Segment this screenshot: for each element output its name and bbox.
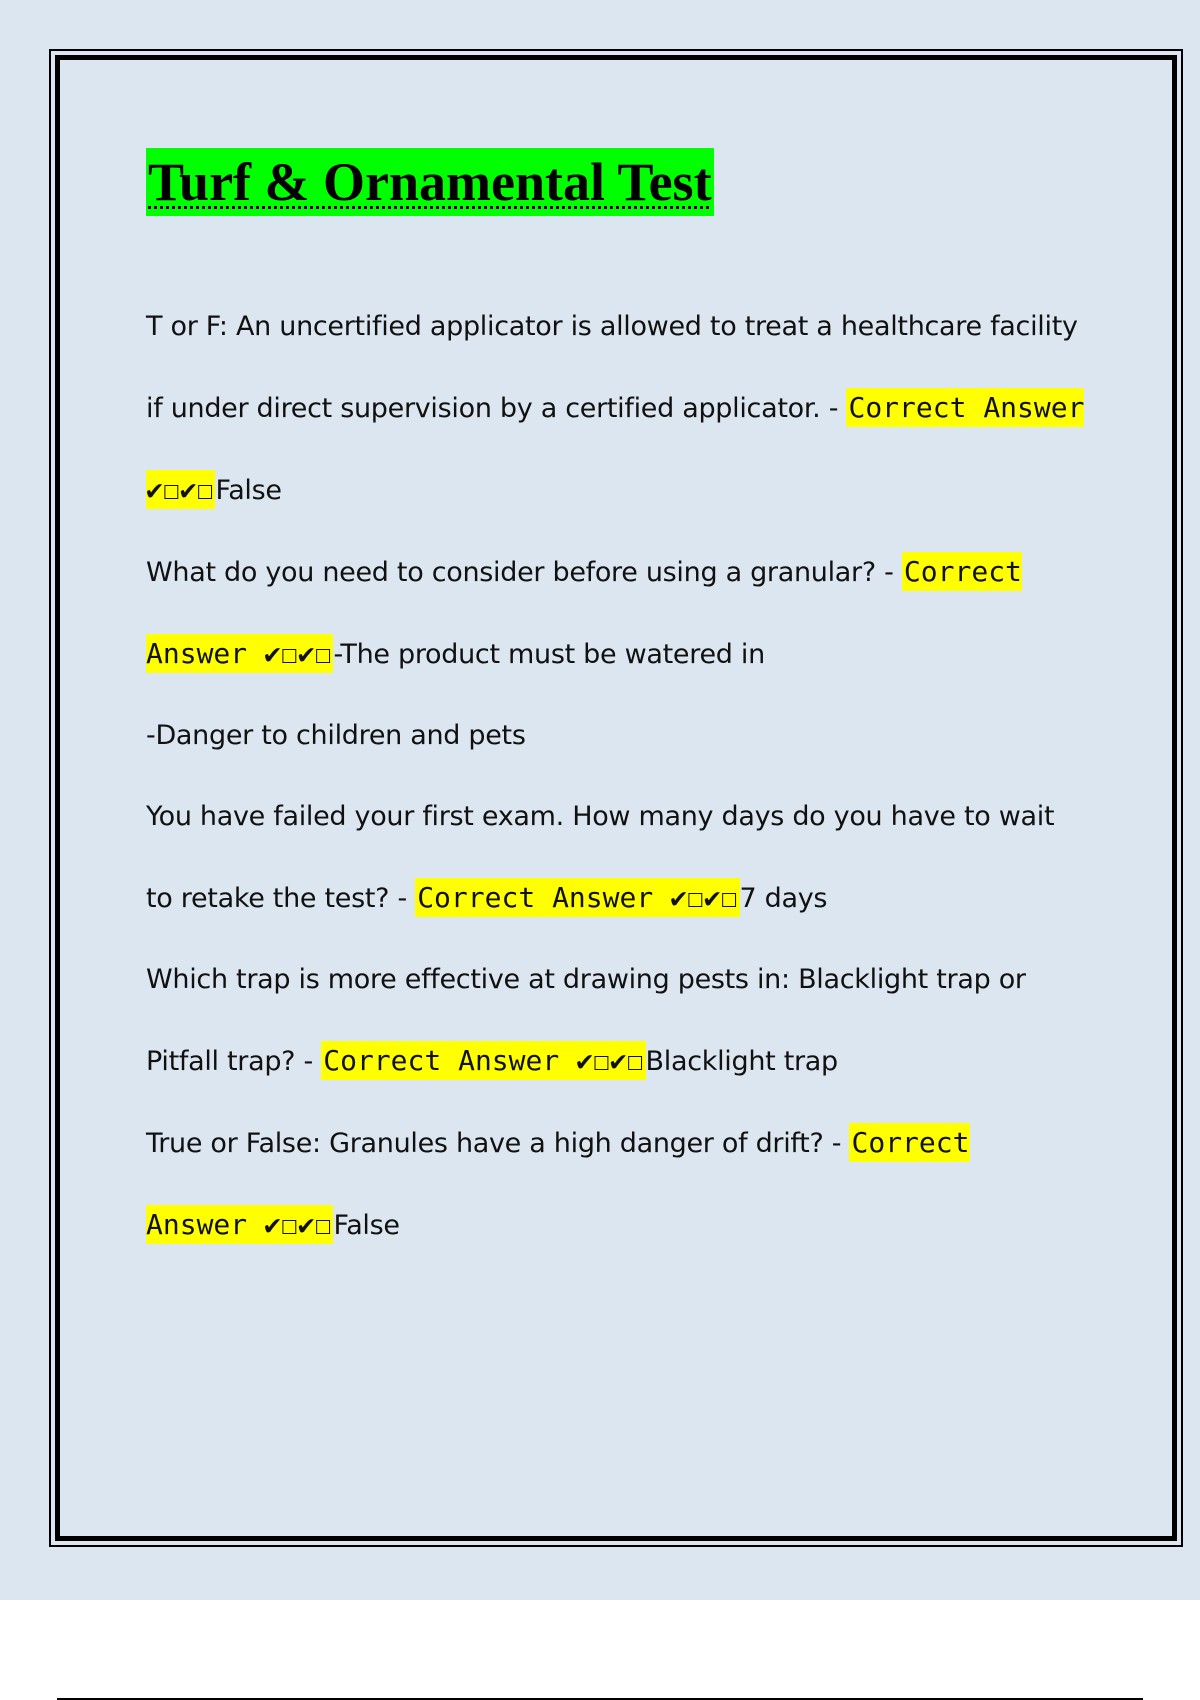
correct-answer-marker: Correct Answer ✔☐✔☐ — [146, 388, 1084, 509]
qa-list — [146, 286, 1086, 1266]
document-content — [146, 140, 1086, 1266]
correct-answer-marker: Correct Answer ✔☐✔☐ — [146, 552, 1022, 673]
answer-text: False — [215, 475, 282, 506]
qa-item — [146, 939, 1086, 1102]
answer-extra-line: -Danger to children and pets — [146, 720, 526, 751]
question-text: True or False: Granules have a high danger of drift? - — [146, 1128, 850, 1159]
answer-text: Blacklight trap — [645, 1046, 838, 1077]
document-title: Turf & Ornamental Test — [146, 148, 714, 216]
question-text: You have failed your first exam. How many days do you have to wait to retake the test? - — [146, 801, 1055, 914]
answer-text: False — [333, 1210, 400, 1241]
qa-item — [146, 776, 1086, 939]
question-text: T or F: An uncertified applicator is allowed to treat a healthcare facility if under direct supervision by a certified applicator. - — [146, 311, 1078, 424]
qa-item — [146, 1102, 1086, 1266]
correct-answer-marker: Correct Answer ✔☐✔☐ — [146, 1123, 970, 1244]
correct-answer-marker: Correct Answer ✔☐✔☐ — [321, 1041, 645, 1080]
answer-text: 7 days — [739, 883, 828, 914]
qa-item — [146, 531, 1086, 695]
qa-item — [146, 286, 1086, 531]
correct-answer-marker: Correct Answer ✔☐✔☐ — [415, 878, 739, 917]
question-text: What do you need to consider before using a granular? - — [146, 557, 902, 588]
question-text: Which trap is more effective at drawing pests in: Blacklight trap or Pitfall trap? - — [146, 964, 1026, 1077]
answer-text: -The product must be watered in — [333, 639, 765, 670]
